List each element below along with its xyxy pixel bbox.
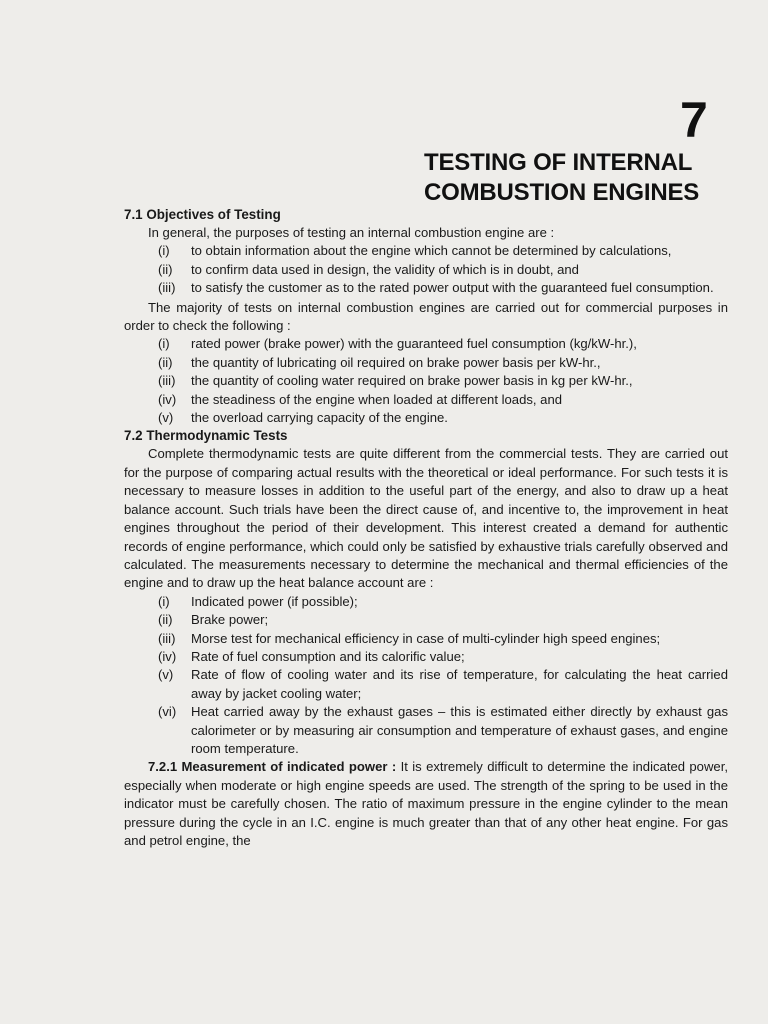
list-marker: (iv) [158, 648, 177, 664]
section-heading-7-2: 7.2 Thermodynamic Tests [124, 428, 288, 444]
list-item [124, 391, 728, 409]
list-item-text: Heat carried away by the exhaust gases – this is estimated either directly by exhaust gas calorimeter or by measuring air consumption and temperature of exhaust gases, and engine room temperature. [191, 704, 728, 756]
list-marker: (v) [158, 410, 174, 426]
chapter-title [424, 148, 736, 208]
measurements-list [124, 593, 728, 759]
list-item [124, 372, 728, 390]
list-marker: (iii) [158, 373, 176, 389]
list-item-text: the steadiness of the engine when loaded at different loads, and [191, 391, 563, 407]
list-marker: (iv) [158, 391, 177, 407]
list-item-text: the quantity of cooling water required on brake power basis in kg per kW-hr., [191, 373, 633, 389]
list-marker: (iii) [158, 280, 176, 296]
list-item [124, 703, 728, 758]
list-item [124, 630, 728, 648]
list-item-text: to confirm data used in design, the validity of which is in doubt, and [191, 261, 579, 277]
list-item [124, 335, 728, 353]
list-marker: (i) [158, 243, 170, 259]
list-item-text: the quantity of lubricating oil required on brake power basis per kW-hr., [191, 354, 601, 370]
list-item-text: to satisfy the customer as to the rated power output with the guaranteed fuel consumption. [191, 280, 714, 296]
chapter-title-line-2: COMBUSTION ENGINES [424, 179, 700, 206]
list-item [124, 648, 728, 666]
section-7-1-paragraph: The majority of tests on internal combustion engines are carried out for commercial purposes in order to check the following : [124, 299, 728, 334]
commercial-checks-list [124, 335, 728, 427]
list-item-text: Brake power; [191, 612, 269, 628]
subsection-7-2-1 [124, 758, 728, 850]
list-marker: (ii) [158, 261, 173, 277]
list-item-text: Morse test for mechanical efficiency in case of multi-cylinder high speed engines; [191, 630, 661, 646]
list-item [124, 409, 728, 427]
subsection-7-2-1-text: It is extremely difficult to determine the indicated power, especially when moderate or high engine speeds are used. The strength of the spring to be used in the indicator must be carefully chosen. The ratio of maximum pressure in the engine cylinder to the mean pressure during the cycle in an I.C. engine is much greater than that of any other heat engine. For gas and petrol engine, the [124, 759, 728, 848]
list-item [124, 593, 728, 611]
list-marker: (ii) [158, 612, 173, 628]
list-item [124, 279, 728, 297]
list-marker: (vi) [158, 704, 177, 720]
list-item-text: Indicated power (if possible); [191, 593, 358, 609]
list-item-text: Rate of flow of cooling water and its rise of temperature, for calculating the heat carried away by jacket cooling water; [191, 667, 728, 701]
page-body [124, 206, 728, 850]
list-item [124, 261, 728, 279]
list-item-text: rated power (brake power) with the guaranteed fuel consumption (kg/kW-hr.), [191, 336, 637, 352]
section-7-2-paragraph: Complete thermodynamic tests are quite different from the commercial tests. They are carried out for the purpose of comparing actual results with the theoretical or ideal performance. For such tests it is necessary to measure losses in addition to the useful part of the energy, and also to draw up a heat balance account. Such trials have been the direct cause of, and incentive to, the improvement in heat engines throughout the period of their development. This interest created a demand for authentic records of engine performance, which could only be satisfied by exhaustive trials carefully observed and calculated. The measurements necessary to determine the mechanical and thermal efficiencies of the engine and to draw up the heat balance account are : [124, 446, 728, 591]
list-item-text: to obtain information about the engine which cannot be determined by calculations, [191, 243, 672, 259]
section-7-1-intro: In general, the purposes of testing an internal combustion engine are : [148, 225, 555, 240]
list-marker: (v) [158, 667, 174, 683]
list-item [124, 354, 728, 372]
subsection-heading-7-2-1: 7.2.1 Measurement of indicated power : [148, 759, 397, 775]
list-item [124, 666, 728, 703]
objectives-list [124, 242, 728, 297]
list-marker: (i) [158, 593, 170, 609]
chapter-number: 7 [680, 92, 708, 148]
section-heading-7-1: 7.1 Objectives of Testing [124, 207, 281, 222]
chapter-title-line-1: TESTING OF INTERNAL [424, 149, 693, 176]
list-marker: (i) [158, 336, 170, 352]
list-item-text: Rate of fuel consumption and its calorific value; [191, 648, 465, 664]
list-item [124, 242, 728, 260]
list-marker: (iii) [158, 630, 176, 646]
list-item-text: the overload carrying capacity of the engine. [191, 410, 448, 426]
list-marker: (ii) [158, 354, 173, 370]
list-item [124, 611, 728, 629]
